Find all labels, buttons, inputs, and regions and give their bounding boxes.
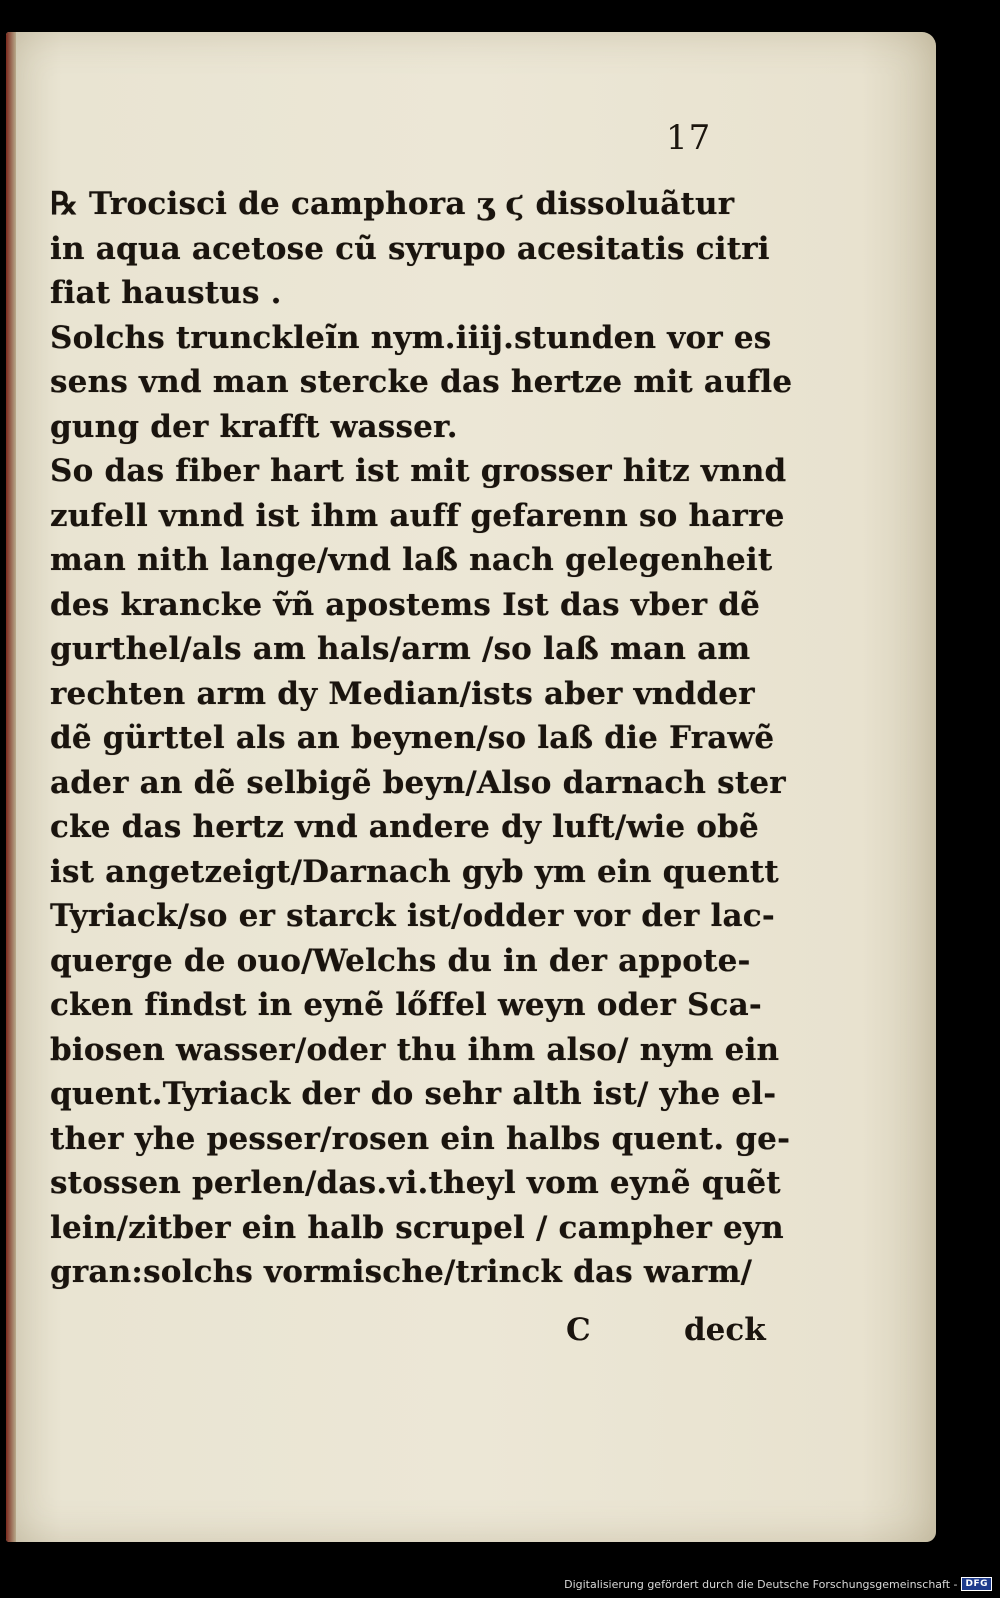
text-line: ther yhe pesser/rosen ein halbs quent. ge- (50, 1120, 791, 1157)
catchword-row (566, 1312, 786, 1362)
text-line: rechten arm dy Median/ists aber vndder (50, 675, 755, 712)
text-line: cken findst in eynẽ lőffel weyn oder Sca- (50, 987, 762, 1023)
text-line: des krancke ṽñ apostems Ist das vber dẽ (50, 586, 761, 623)
text-line: biosen wasser/oder thu ihm also/ nym ein (50, 1031, 780, 1068)
text-line: dẽ gürttel als an beynen/so laß die Frawẽ (50, 720, 775, 756)
catchword: deck (684, 1312, 766, 1348)
text-line: ℞ Trocisci de camphora ʒ ϛ dissoluãtur (50, 186, 735, 222)
book-page (6, 32, 936, 1542)
text-line: Tyriack/so er starck ist/odder vor der lac- (50, 898, 775, 934)
text-line: man nith lange/vnd laß nach gelegenheit (50, 542, 773, 578)
dfg-logo: DFG (961, 1577, 992, 1591)
text-line: lein/zitber ein halb scrupel / campher eyn (50, 1209, 784, 1246)
text-line: gran:solchs vormische/trinck das warm/ (50, 1254, 753, 1290)
text-line: sens vnd man stercke das hertze mit aufle (50, 364, 793, 400)
signature-mark: C (566, 1312, 591, 1348)
footer-credit-text: Digitalisierung gefördert durch die Deutsche Forschungsgemeinschaft - (564, 1577, 958, 1591)
text-line: ader an dẽ selbigẽ beyn/Also darnach ster (50, 764, 786, 801)
text-line: quent.Tyriack der do sehr alth ist/ yhe el- (50, 1076, 777, 1112)
text-line: gung der krafft wasser. (50, 408, 458, 445)
text-line: gurthel/als am hals/arm /so laß man am (50, 631, 751, 667)
text-line: ist angetzeigt/Darnach gyb ym ein quentt (50, 853, 779, 890)
text-line: Solchs trunckleĩn nym.iiij.stunden vor es (50, 319, 772, 356)
folio-number: 17 (666, 118, 712, 158)
text-line: stossen perlen/das.vi.theyl vom eynẽ quẽt (50, 1165, 781, 1201)
text-line: in aqua acetose cũ syrupo acesitatis citri (50, 230, 770, 267)
text-block (50, 182, 793, 1295)
text-line: querge de ouo/Welchs du in der appote- (50, 942, 751, 979)
page-binding-edge (6, 32, 16, 1542)
text-line: So das fiber hart ist mit grosser hitz vnnd (50, 453, 787, 489)
text-line: zufell vnnd ist ihm auff gefarenn so harre (50, 497, 785, 534)
text-line: fiat haustus . (50, 275, 282, 311)
text-line: cke das hertz vnd andere dy luft/wie obẽ (50, 809, 759, 845)
footer-credit-bar (564, 1574, 992, 1594)
